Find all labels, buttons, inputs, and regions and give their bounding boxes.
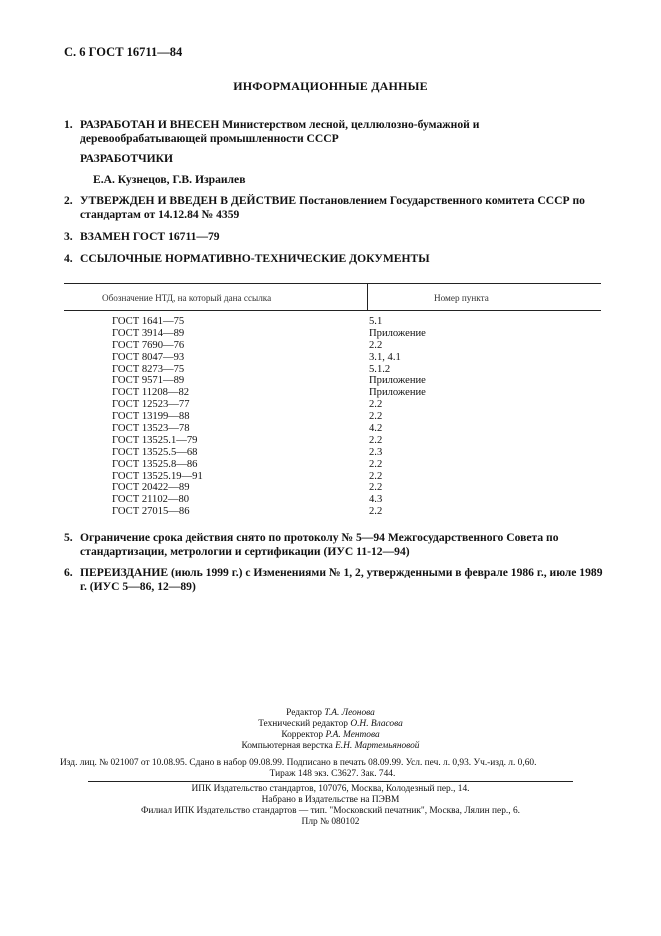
ref-document: ГОСТ 8273—75: [112, 363, 185, 375]
ref-document: ГОСТ 20422—89: [112, 482, 190, 494]
item-lead: ССЫЛОЧНЫЕ НОРМАТИВНО-ТЕХНИЧЕСКИЕ ДОКУМЕНТЫ: [80, 252, 430, 265]
item-number: 6.: [64, 566, 73, 579]
reference-table: [64, 283, 601, 518]
credit-tech-editor: [0, 719, 661, 730]
table-row: [64, 435, 601, 447]
table-row: [64, 364, 601, 376]
table-row: [64, 447, 601, 459]
ref-document: ГОСТ 21102—80: [112, 494, 190, 506]
publication-line-1: Изд. лиц. № 021007 от 10.08.95. Сдано в набор 09.08.99. Подписано в печать 08.09.99. Усл. печ. л. 0,93. Уч.-изд. л. 0,60.: [60, 758, 537, 768]
ref-point: 2.2: [369, 399, 383, 411]
item-number: 1.: [64, 118, 73, 131]
table-row: [64, 375, 601, 387]
printing-line-3: Филиал ИПК Издательство стандартов — тип. "Московский печатник", Москва, Лялин пер., 6.: [141, 806, 520, 816]
imprint-divider: [88, 781, 573, 782]
ref-point: 2.2: [369, 434, 383, 446]
table-row: [64, 482, 601, 494]
credit-name: Р.А. Ментова: [325, 730, 380, 740]
ref-point: 2.2: [369, 458, 383, 470]
item-lead: РАЗРАБОТАН И ВНЕСЕН: [80, 118, 220, 131]
printing-line-4: Плр № 080102: [301, 817, 360, 827]
info-item-4: [64, 252, 604, 266]
table-row: [64, 328, 601, 340]
credit-role: Корректор: [281, 730, 324, 740]
credit-editor: [0, 708, 661, 719]
item-text: Ограничение срока действия снято по протоколу № 5—94 Межгосударственного Совета по стандартизации, метрологии и сертификации (ИУС 11-12—94): [80, 531, 559, 558]
ref-document: ГОСТ 12523—77: [112, 399, 190, 411]
info-item-2: [64, 194, 604, 222]
ref-document: ГОСТ 13523—78: [112, 423, 190, 435]
ref-document: ГОСТ 8047—93: [112, 351, 185, 363]
printing-line-1: ИПК Издательство стандартов, 107076, Москва, Колодезный пер., 14.: [191, 784, 470, 794]
credit-layout: [0, 741, 661, 752]
ref-document: ГОСТ 11208—82: [112, 387, 190, 399]
ref-point: 2.3: [369, 446, 383, 458]
publication-info: [60, 758, 605, 780]
item-number: 3.: [64, 230, 73, 243]
item-lead: ВЗАМЕН ГОСТ 16711—79: [80, 230, 220, 243]
item-text: (июль 1999 г.) с Изменениями № 1, 2, утвержденными в феврале 1986 г., июле 1989 г. (ИУС 5—86, 12—89): [80, 566, 603, 593]
table-row: [64, 387, 601, 399]
credit-name: О.Н. Власова: [350, 719, 403, 729]
item-number: 5.: [64, 531, 73, 544]
table-row: [64, 459, 601, 471]
ref-point: 3.1, 4.1: [369, 351, 401, 363]
table-row: [64, 340, 601, 352]
ref-document: ГОСТ 3914—89: [112, 327, 185, 339]
ref-point: 2.2: [369, 506, 383, 518]
developers-heading: РАЗРАБОТЧИКИ: [80, 152, 174, 165]
item-text: Постановлением Государственного комитета СССР по стандартам от 14.12.84 № 4359: [80, 194, 585, 221]
ref-document: ГОСТ 13525.5—68: [112, 446, 198, 458]
info-item-5: [64, 531, 604, 559]
item-number: 2.: [64, 194, 73, 207]
item-lead: УТВЕРЖДЕН И ВВЕДЕН В ДЕЙСТВИЕ: [80, 194, 297, 207]
info-item-1: [64, 118, 604, 146]
header-point: Номер пункта: [434, 293, 489, 303]
ref-document: ГОСТ 27015—86: [112, 506, 190, 518]
table-row: [64, 399, 601, 411]
table-row: [64, 352, 601, 364]
table-row: [64, 494, 601, 506]
ref-document: ГОСТ 13525.8—86: [112, 458, 198, 470]
credit-role: Технический редактор: [258, 719, 348, 729]
ref-point: 2.2: [369, 482, 383, 494]
ref-point: 2.2: [369, 411, 383, 423]
header-divider: [367, 284, 368, 310]
item-number: 4.: [64, 252, 73, 265]
info-item-6: [64, 566, 604, 594]
item-text: Министерством лесной, целлюлозно-бумажной и деревообрабатывающей промышленности СССР: [80, 118, 480, 145]
ref-document: ГОСТ 13525.1—79: [112, 434, 198, 446]
ref-point: Приложение: [369, 375, 426, 387]
info-item-3: [64, 230, 604, 244]
ref-document: ГОСТ 1641—75: [112, 316, 185, 327]
credit-corrector: [0, 730, 661, 741]
ref-point: Приложение: [369, 387, 426, 399]
ref-point: Приложение: [369, 327, 426, 339]
table-row: [64, 316, 601, 328]
printing-info: [0, 784, 661, 828]
page-header: С. 6 ГОСТ 16711—84: [64, 45, 183, 59]
ref-document: ГОСТ 13525.19—91: [112, 470, 203, 482]
ref-point: 5.1.2: [369, 363, 391, 375]
table-row: [64, 423, 601, 435]
printing-line-2: Набрано в Издательстве на ПЭВМ: [261, 795, 400, 805]
table-row: [64, 471, 601, 483]
ref-document: ГОСТ 7690—76: [112, 339, 185, 351]
table-row: [64, 506, 601, 518]
credit-name: Т.А. Леонова: [324, 708, 375, 718]
ref-point: 2.2: [369, 470, 383, 482]
credit-role: Компьютерная верстка: [241, 741, 333, 751]
table-row: [64, 411, 601, 423]
ref-point: 5.1: [369, 316, 383, 327]
ref-point: 2.2: [369, 339, 383, 351]
ref-point: 4.3: [369, 494, 383, 506]
table-body: [64, 311, 601, 518]
credits-block: [0, 708, 661, 752]
ref-document: ГОСТ 9571—89: [112, 375, 185, 387]
credit-role: Редактор: [286, 708, 322, 718]
table-header: [64, 284, 601, 310]
credit-name: Е.Н. Мартемьяновой: [335, 741, 420, 751]
item-lead: ПЕРЕИЗДАНИЕ: [80, 566, 169, 579]
publication-line-2: Тираж 148 экз. С3627. Зак. 744.: [269, 769, 396, 779]
ref-document: ГОСТ 13199—88: [112, 411, 190, 423]
section-title: ИНФОРМАЦИОННЫЕ ДАННЫЕ: [233, 79, 428, 93]
developers-names: Е.А. Кузнецов, Г.В. Израилев: [93, 173, 246, 186]
header-document: Обозначение НТД, на который дана ссылка: [102, 293, 272, 303]
ref-point: 4.2: [369, 423, 383, 435]
